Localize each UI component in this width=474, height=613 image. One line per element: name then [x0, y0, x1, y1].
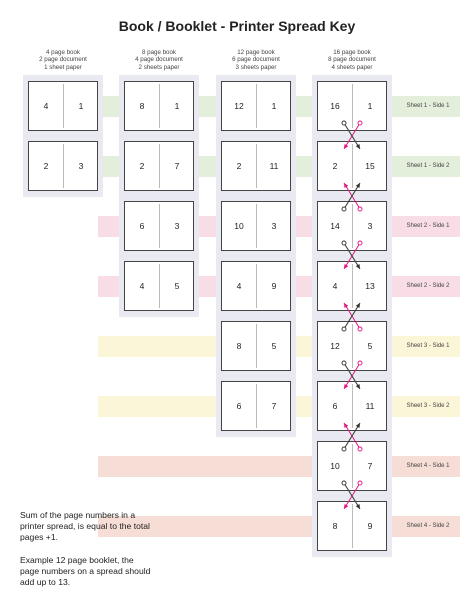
right-page-number: 1	[174, 101, 180, 111]
left-page-number: 6	[332, 401, 338, 411]
column-header-line: 16 page book	[333, 49, 371, 56]
column-header-line: 4 page book	[45, 49, 81, 56]
right-page-number: 1	[78, 101, 84, 111]
sheet-side-label: Sheet 2 - Side 1	[406, 223, 450, 229]
left-page-number: 2	[332, 161, 338, 171]
column-header-line: 2 page document	[39, 56, 87, 64]
right-page-number: 1	[367, 101, 373, 111]
column-header-line: 4 sheets paper	[331, 63, 373, 71]
right-page-number: 5	[271, 341, 277, 351]
column-header-line: 1 sheet paper	[44, 63, 82, 71]
right-page-number: 11	[269, 161, 279, 171]
left-page-number: 12	[234, 101, 244, 111]
left-page-number: 4	[236, 281, 242, 291]
right-page-number: 5	[174, 281, 180, 291]
right-page-number: 7	[174, 161, 180, 171]
example-note: Example 12 page booklet, the page numbers on a spread should add up to 13.	[20, 555, 151, 587]
left-page-number: 8	[139, 101, 145, 111]
right-page-number: 11	[365, 401, 375, 411]
sheet-side-label: Sheet 3 - Side 2	[406, 403, 450, 409]
column-header-line: 8 page document	[328, 56, 376, 64]
column-header-line: 2 sheets paper	[138, 63, 180, 71]
right-page-number: 3	[271, 221, 277, 231]
sheet-side-label: Sheet 1 - Side 2	[406, 163, 450, 169]
left-page-number: 6	[236, 401, 242, 411]
left-page-number: 10	[234, 221, 244, 231]
right-page-number: 3	[78, 161, 84, 171]
column-header-line: 6 page document	[232, 56, 280, 64]
sheet-side-label: Sheet 4 - Side 2	[406, 523, 450, 529]
sheet-side-label: Sheet 1 - Side 1	[406, 103, 450, 109]
right-page-number: 7	[271, 401, 277, 411]
right-page-number: 9	[271, 281, 277, 291]
left-page-number: 12	[330, 341, 340, 351]
right-page-number: 13	[365, 281, 375, 291]
left-page-number: 2	[43, 161, 49, 171]
right-page-number: 3	[174, 221, 180, 231]
left-page-number: 14	[330, 221, 340, 231]
rule-note: Sum of the page numbers in a printer spread, is equal to the total pages +1.	[20, 510, 150, 542]
right-page-number: 9	[367, 521, 373, 531]
sheet-side-label: Sheet 3 - Side 1	[406, 343, 450, 349]
sheet-side-label: Sheet 2 - Side 2	[406, 283, 450, 289]
left-page-number: 4	[139, 281, 145, 291]
column-header-line: 4 page document	[135, 56, 183, 64]
left-page-number: 6	[139, 221, 145, 231]
right-page-number: 1	[271, 101, 277, 111]
right-page-number: 15	[365, 161, 375, 171]
left-page-number: 8	[332, 521, 338, 531]
left-page-number: 4	[43, 101, 49, 111]
right-page-number: 7	[367, 461, 373, 471]
column-header-line: 12 page book	[237, 49, 275, 56]
right-page-number: 5	[367, 341, 373, 351]
left-page-number: 2	[236, 161, 242, 171]
page-title: Book / Booklet - Printer Spread Key	[118, 18, 356, 34]
sheet-side-label: Sheet 4 - Side 1	[406, 463, 450, 469]
left-page-number: 2	[139, 161, 145, 171]
left-page-number: 8	[236, 341, 242, 351]
right-page-number: 3	[367, 221, 373, 231]
left-page-number: 4	[332, 281, 338, 291]
column-header-line: 3 sheets paper	[235, 63, 277, 71]
column-header-line: 8 page book	[141, 49, 177, 56]
left-page-number: 16	[330, 101, 340, 111]
left-page-number: 10	[330, 461, 340, 471]
